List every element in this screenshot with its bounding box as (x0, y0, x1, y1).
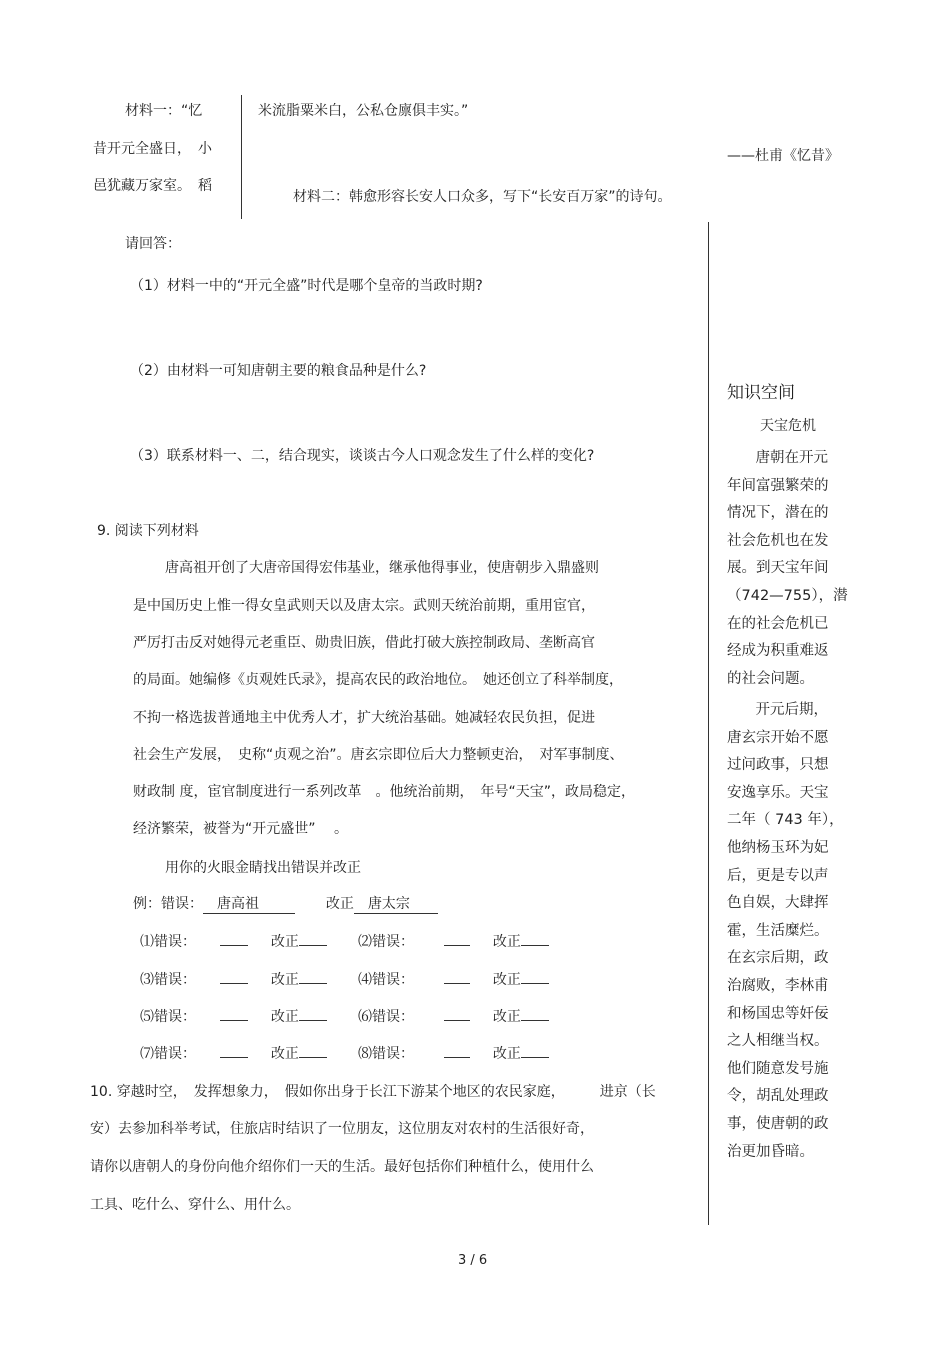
material2-text: 材料二：韩愈形容长安人口众多，写下“长安百万家”的诗句。 (293, 189, 672, 205)
sidebar-paragraph-1: 唐朝在开元 年间富强繁荣的 情况下，潜在的 社会危机也在发 展。到天宝年间 （742—755），潜 在的社会危机已 经成为积重难返 的社会问题。 (727, 450, 848, 687)
sidebar-heading: 知识空间 (727, 383, 795, 403)
error-blank-5[interactable] (220, 1006, 248, 1021)
error-blank-4[interactable] (444, 969, 470, 984)
q9-line-6: 社会生产发展， 史称“贞观之治”。唐玄宗即位后大力整顿吏治， 对军事制度、 (133, 747, 624, 763)
q9-line-5: 不拘一格选拔普通地主中优秀人才，扩大统治基础。她减轻农民负担，促进 (133, 710, 595, 726)
material1-continuation: 米流脂粟米白，公私仓廪俱丰实。” (258, 103, 469, 119)
fix-blank-8[interactable] (521, 1043, 549, 1058)
fix-blank-2[interactable] (521, 931, 549, 946)
q10-line-4: 工具、吃什么、穿什么、用什么。 (90, 1197, 300, 1213)
example-correct-label: 改正 (325, 896, 354, 912)
q9-title: 9. 阅读下列材料 (97, 523, 199, 539)
error-item-7: ⑺错误： 改正 (140, 1043, 327, 1063)
error-blank-6[interactable] (444, 1006, 470, 1021)
material1-line-2: 昔开元全盛日， 小 (93, 141, 212, 157)
fix-blank-5[interactable] (299, 1006, 327, 1021)
material1-line-1: 材料一：“忆 (125, 103, 203, 119)
sidebar-subheading: 天宝危机 (760, 418, 816, 434)
sidebar-paragraph-2: 开元后期， 唐玄宗开始不愿 过问政事，只想 安逸享乐。天宝 二年（ 743 年）， 他纳杨玉环为妃 后，更是专以声 色自娱，大肆挥 霍，生活糜烂。 在玄宗后期，政 治腐败，李林甫 和杨国忠等奸佞 之人相继当权。 他们随意发号施 令，胡乱处理政 事，使唐朝的政 治更加昏暗。 (727, 702, 844, 1160)
q9-line-7: 财政制 度，宦官制度进行一系列改革 。他统治前期， 年号“天宝”，政局稳定， (133, 784, 635, 800)
error-item-3: ⑶错误： 改正 (140, 969, 327, 989)
error-blank-2[interactable] (444, 931, 470, 946)
sidebar-divider-line (708, 222, 709, 1225)
material-divider-line (241, 95, 242, 219)
q10-line-1: 10. 穿越时空， 发挥想象力， 假如你出身于长江下游某个地区的农民家庭， 进京（长 (90, 1084, 656, 1100)
material1-line-3: 邑犹藏万家室。 稻 (93, 178, 212, 194)
fix-blank-4[interactable] (521, 969, 549, 984)
q9-line-4: 的局面。她编修《贞观姓氏录》，提高农民的政治地位。 她还创立了科举制度， (133, 672, 623, 688)
error-item-5: ⑸错误： 改正 (140, 1006, 327, 1026)
error-blank-7[interactable] (220, 1043, 248, 1058)
error-item-6: ⑹错误： 改正 (358, 1006, 549, 1026)
q10-line-2: 安）去参加科举考试，住旅店时结识了一位朋友，这位朋友对农村的生活很好奇， (90, 1121, 594, 1137)
error-blank-1[interactable] (220, 931, 248, 946)
fix-blank-3[interactable] (299, 969, 327, 984)
q9-line-3: 严厉打击反对她得元老重臣、勋贵旧族，借此打破大族控制政局、垄断高官 (133, 635, 595, 651)
fix-blank-7[interactable] (299, 1043, 327, 1058)
error-item-4: ⑷错误： 改正 (358, 969, 549, 989)
q10-line-3: 请你以唐朝人的身份向他介绍你们一天的生活。最好包括你们种植什么，使用什么 (90, 1159, 594, 1175)
error-item-8: ⑻错误： 改正 (358, 1043, 549, 1063)
q8-question-1: （1）材料一中的“开元全盛”时代是哪个皇帝的当政时期? (130, 278, 483, 294)
error-blank-8[interactable] (444, 1043, 470, 1058)
q9-line-8: 经济繁荣，被誉为“开元盛世” 。 (133, 821, 348, 837)
q8-question-3: （3）联系材料一、二，结合现实，谈谈古今人口观念发生了什么样的变化? (130, 448, 595, 464)
error-item-1: ⑴错误： 改正 (140, 931, 327, 951)
error-blank-3[interactable] (220, 969, 248, 984)
page-number: 3 / 6 (458, 1253, 488, 1268)
example-wrong-answer: 唐高祖 (217, 896, 259, 912)
material1-attribution: ——杜甫《忆昔》 (727, 148, 839, 164)
q9-line-2: 是中国历史上惟一得女皇武则天以及唐太宗。武则天统治前期，重用宦官， (133, 598, 595, 614)
error-item-2: ⑵错误： 改正 (358, 931, 549, 951)
q8-prompt: 请回答： (125, 236, 181, 252)
example-label: 例：错误： (133, 896, 203, 912)
q9-example-row (133, 893, 438, 914)
q9-line-1: 唐高祖开创了大唐帝国得宏伟基业，继承他得事业，使唐朝步入鼎盛则 (165, 560, 599, 576)
fix-blank-1[interactable] (299, 931, 327, 946)
fix-blank-6[interactable] (521, 1006, 549, 1021)
example-correct-answer: 唐太宗 (367, 896, 410, 912)
q9-instruction: 用你的火眼金睛找出错误并改正 (165, 860, 361, 876)
q8-question-2: （2）由材料一可知唐朝主要的粮食品种是什么? (130, 363, 427, 379)
